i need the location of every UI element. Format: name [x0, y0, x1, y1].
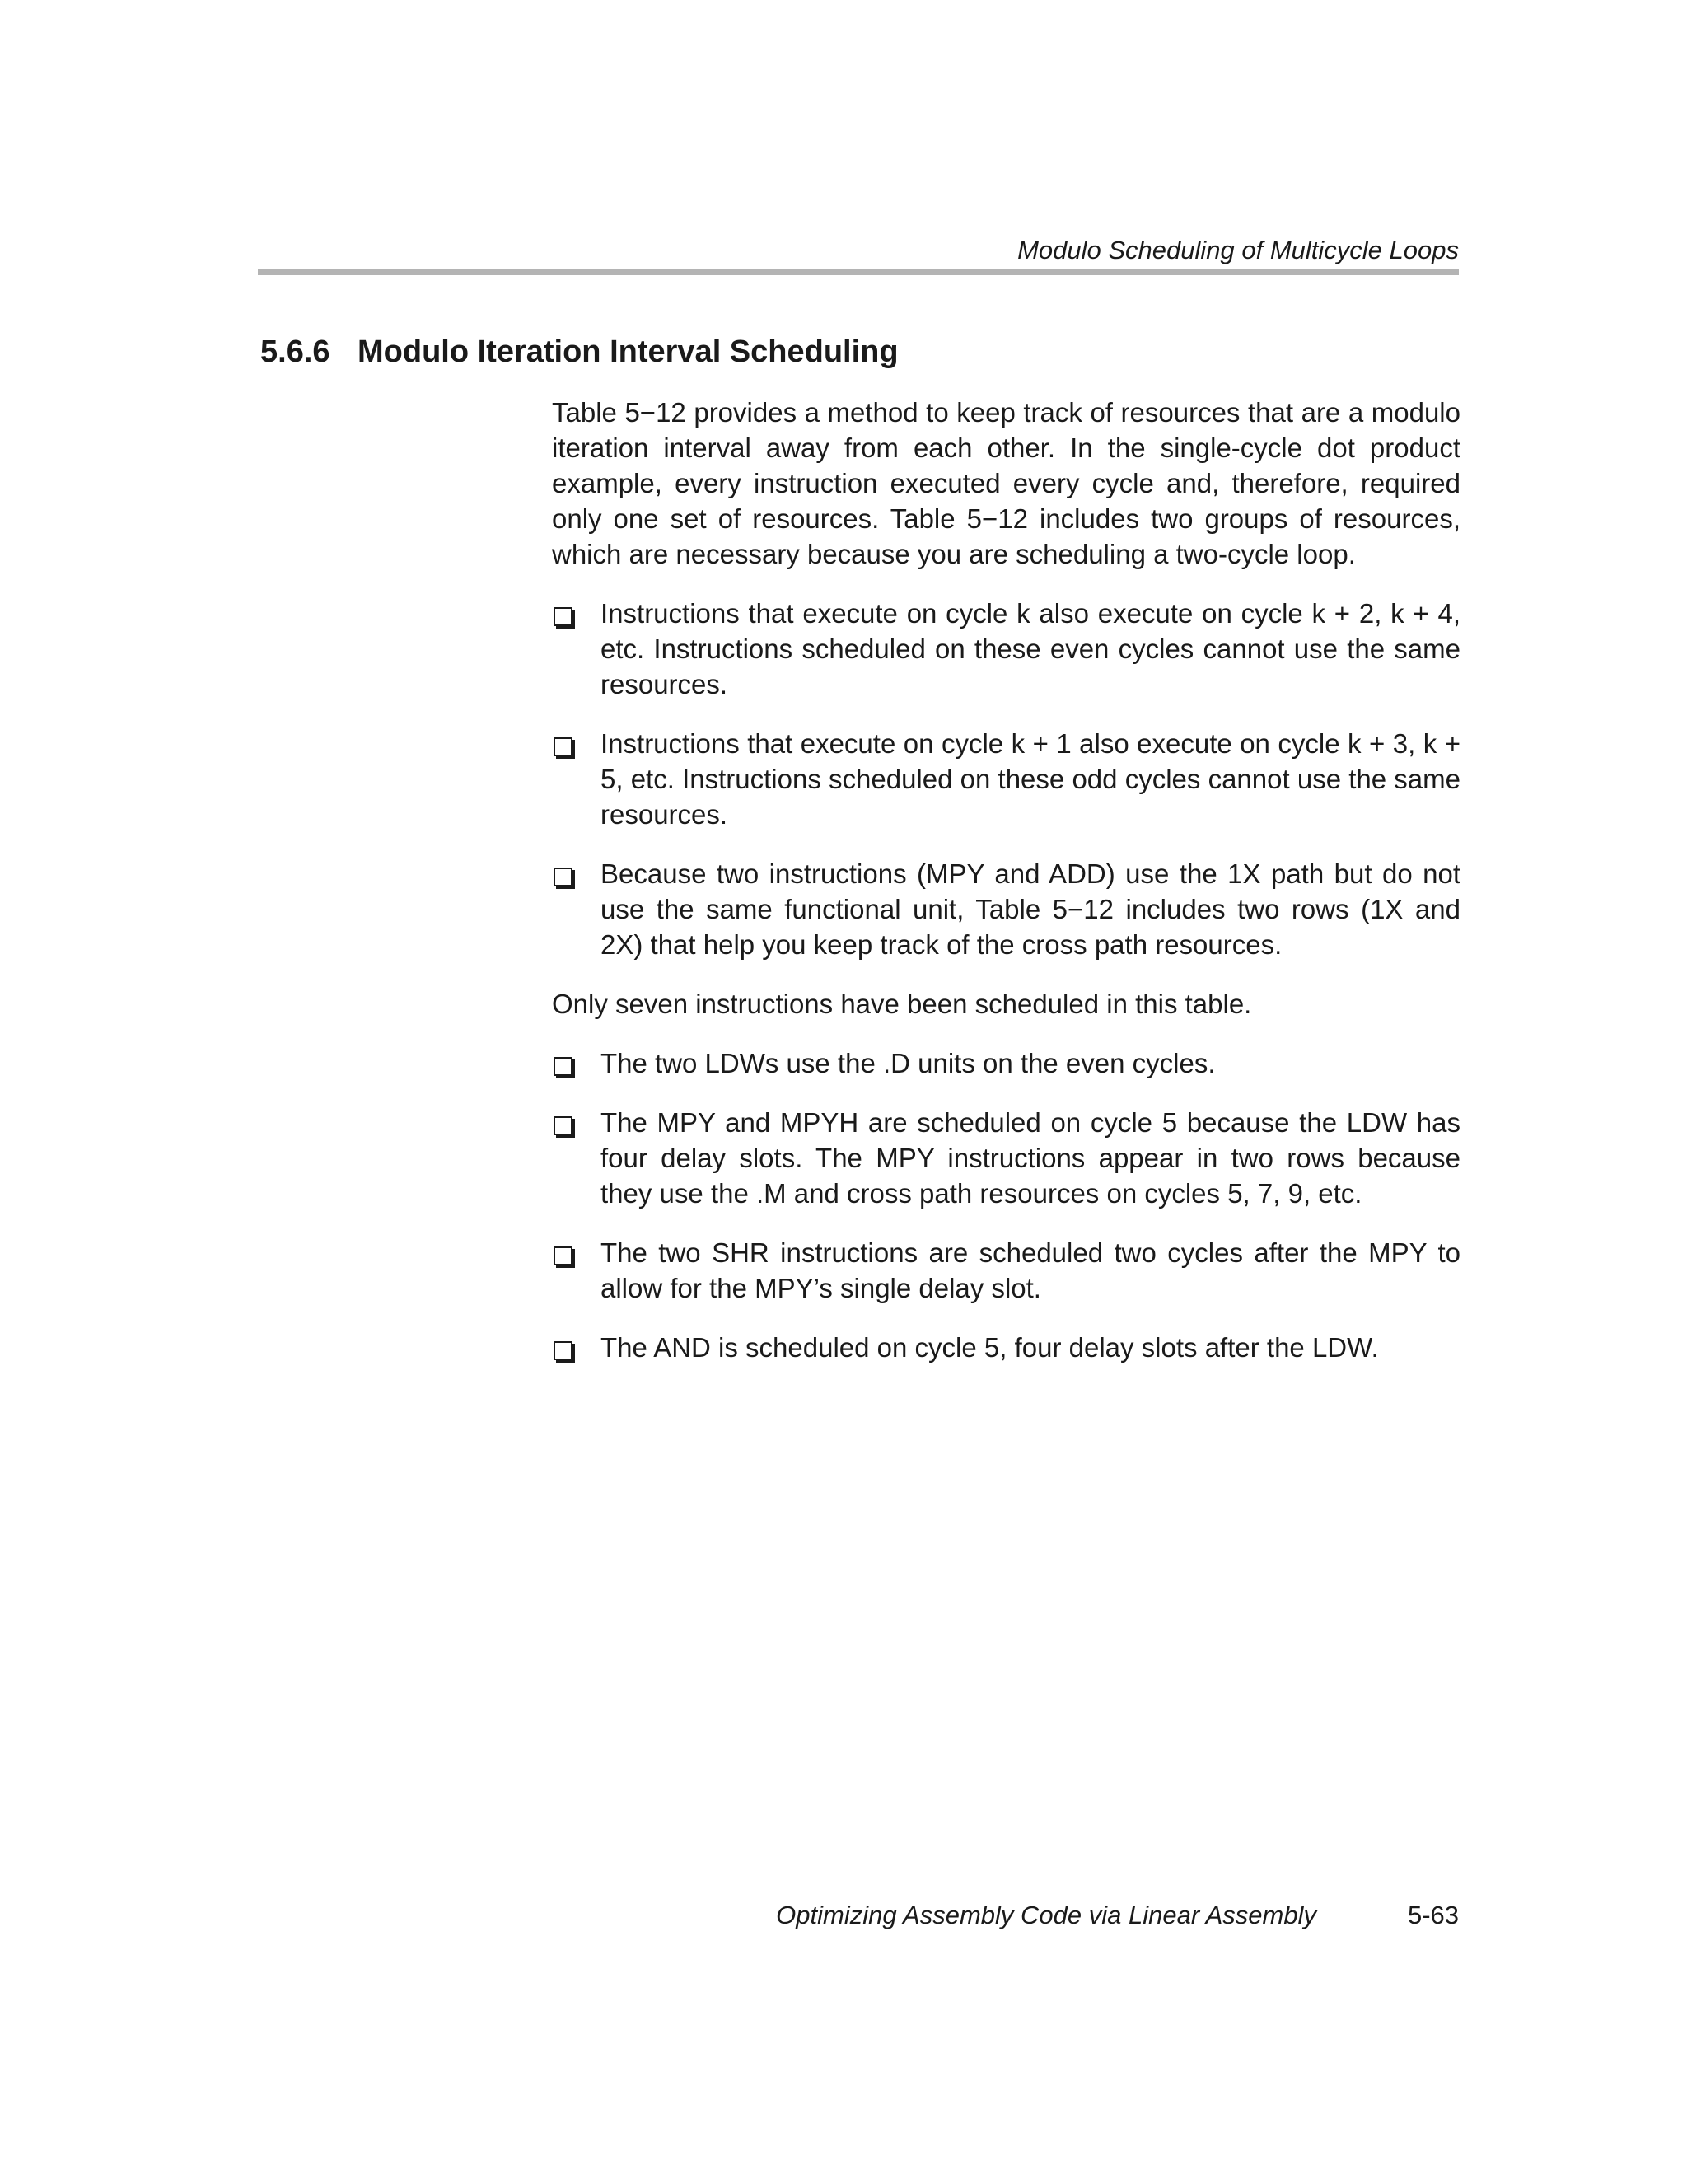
checkbox-square-icon: [554, 1341, 572, 1360]
list-item-text: The MPY and MPYH are scheduled on cycle 5 because the LDW has four delay slots. The MPY instructions appear in two rows because they use the .M and cross path resources on cycles 5, 7, 9, etc.: [600, 1107, 1460, 1209]
list-item: [552, 1330, 1460, 1365]
list-item: [552, 726, 1460, 832]
checkbox-square-icon: [554, 1246, 572, 1265]
list-item-text: Instructions that execute on cycle k + 1 also execute on cycle k + 3, k + 5, etc. Instructions scheduled on these odd cycles cannot use the same resources.: [600, 728, 1460, 830]
list-item: [552, 1045, 1460, 1081]
list-item-text: Instructions that execute on cycle k also execute on cycle k + 2, k + 4, etc. Instructions scheduled on these even cycles cannot use the same resources.: [600, 598, 1460, 699]
checkbox-square-icon: [554, 737, 572, 756]
checkbox-square-icon: [554, 1116, 572, 1135]
checkbox-square-icon: [554, 607, 572, 626]
body-text: [552, 395, 1460, 1389]
section-heading: [260, 334, 899, 370]
list-item: [552, 1235, 1460, 1306]
list-item-text: Because two instructions (MPY and ADD) use the 1X path but do not use the same functional unit, Table 5−12 includes two rows (1X and 2X) that help you keep track of the cross path resources.: [600, 858, 1460, 960]
running-header: Modulo Scheduling of Multicycle Loops: [1017, 236, 1459, 264]
list-item-text: The two LDWs use the .D units on the even cycles.: [600, 1048, 1216, 1078]
checkbox-square-icon: [554, 868, 572, 886]
resource-bullet-list: [552, 596, 1460, 962]
page-number: 5-63: [1407, 1901, 1459, 1929]
checkbox-square-icon: [554, 1057, 572, 1076]
section-number: 5.6.6: [260, 334, 330, 369]
footer-book-title: Optimizing Assembly Code via Linear Assembly: [776, 1901, 1316, 1929]
list-item: [552, 856, 1460, 962]
list-item-text: The two SHR instructions are scheduled two cycles after the MPY to allow for the MPY’s single delay slot.: [600, 1237, 1460, 1303]
list-item-text: The AND is scheduled on cycle 5, four delay slots after the LDW.: [600, 1332, 1379, 1363]
list-item: [552, 1105, 1460, 1211]
section-title: Modulo Iteration Interval Scheduling: [357, 334, 899, 369]
second-paragraph: Only seven instructions have been scheduled in this table.: [552, 989, 1252, 1019]
schedule-bullet-list: [552, 1045, 1460, 1365]
list-item: [552, 596, 1460, 702]
intro-paragraph: Table 5−12 provides a method to keep track of resources that are a modulo iteration interval away from each other. In the single-cycle dot product example, every instruction executed every cycle and, therefore, required only one set of resources. Table 5−12 includes two groups of resources, which are necessary because you are scheduling a two-cycle loop.: [552, 397, 1460, 569]
header-rule: [258, 269, 1459, 275]
